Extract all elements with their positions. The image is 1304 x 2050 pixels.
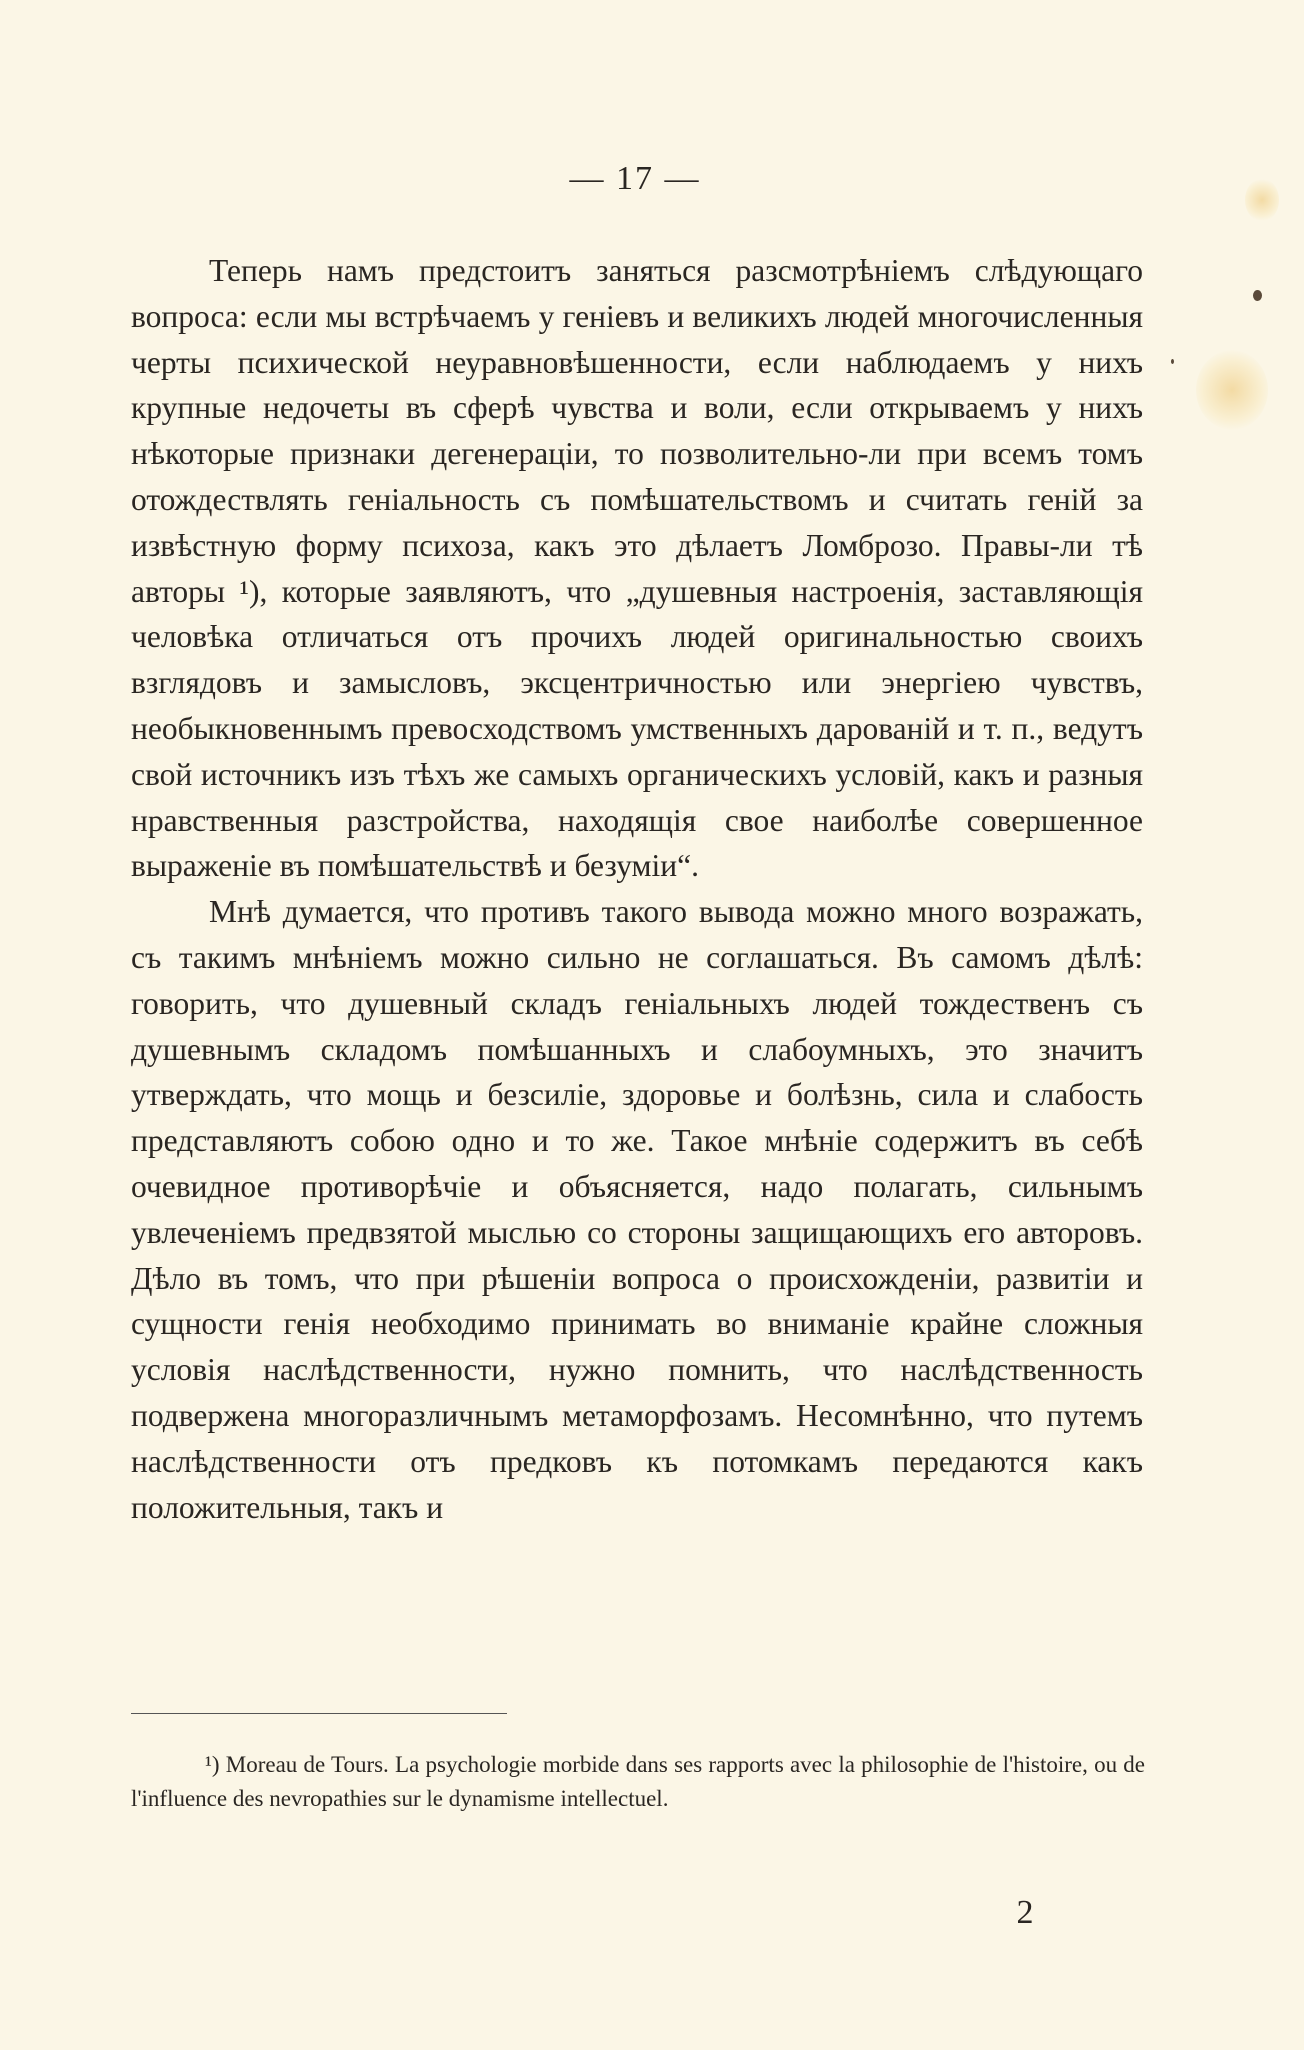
body-text bbox=[131, 248, 1143, 1530]
paragraph: Мнѣ думается, что противъ такого вывода можно много возражать, съ такимъ мнѣніемъ можно сильно не соглашаться. Въ самомъ дѣлѣ: говорить, что душевный складъ геніальныхъ людей тождественъ съ душевнымъ складомъ помѣшанныхъ и слабоумныхъ, это значитъ утверждать, что мощь и безсиліе, здоровье и болѣзнь, сила и слабость представляютъ собою одно и то же. Такое мнѣніе содержитъ въ себѣ очевидное противорѣчіе и объясняется, надо полагать, сильнымъ увлеченіемъ предвзятой мыслью со стороны защищающихъ его авторовъ. Дѣло въ томъ, что при рѣшеніи вопроса о происхожденіи, развитіи и сущности генія необходимо принимать во вниманіе крайне сложныя условія наслѣдственности, нужно помнить, что наслѣдственность подвержена многоразличнымъ метаморфозамъ. Несомнѣнно, что путемъ наслѣдственности отъ предковъ къ потомкамъ передаются какъ положительныя, такъ и bbox=[131, 894, 1143, 1525]
ink-speck bbox=[1171, 359, 1174, 364]
paragraph: Теперь намъ предстоитъ заняться разсмотрѣніемъ слѣдующаго вопроса: если мы встрѣчаемъ у геніевъ и великихъ людей многочисленныя черты психической неуравновѣшенности, если наблюдаемъ у нихъ крупные недочеты въ сферѣ чувства и воли, если открываемъ у нихъ нѣкоторые признаки дегенераціи, то позволительно-ли при всемъ томъ отождествлять геніальность съ помѣшательствомъ и считать геній за извѣстную форму психоза, какъ это дѣлаетъ Ломброзо. Правы-ли тѣ авторы ¹), которые заявляютъ, что „душевныя настроенія, заставляющія человѣка отличаться отъ прочихъ людей оригинальностью своихъ взглядовъ и замысловъ, эксцентричностью или энергіею чувствъ, необыкновеннымъ превосходствомъ умственныхъ дарованій и т. п., ведутъ свой источникъ изъ тѣхъ же самыхъ органическихъ условій, какъ и разныя нравственныя разстройства, находящія свое наиболѣе совершенное выраженіе въ помѣшательствѣ и безуміи“. bbox=[131, 253, 1143, 884]
page-number: — 17 — bbox=[569, 160, 701, 197]
signature-mark: 2 bbox=[1016, 1894, 1034, 1931]
footnote-divider bbox=[131, 1713, 507, 1714]
paper-stain bbox=[1196, 350, 1268, 430]
footnote: ¹) Moreau de Tours. La psychologie morbide dans ses rapports avec la philosophie de l'histoire, ou de l'influence des nevropathies sur le dynamisme intellectuel. bbox=[131, 1752, 1145, 1811]
ink-speck bbox=[1253, 290, 1262, 301]
